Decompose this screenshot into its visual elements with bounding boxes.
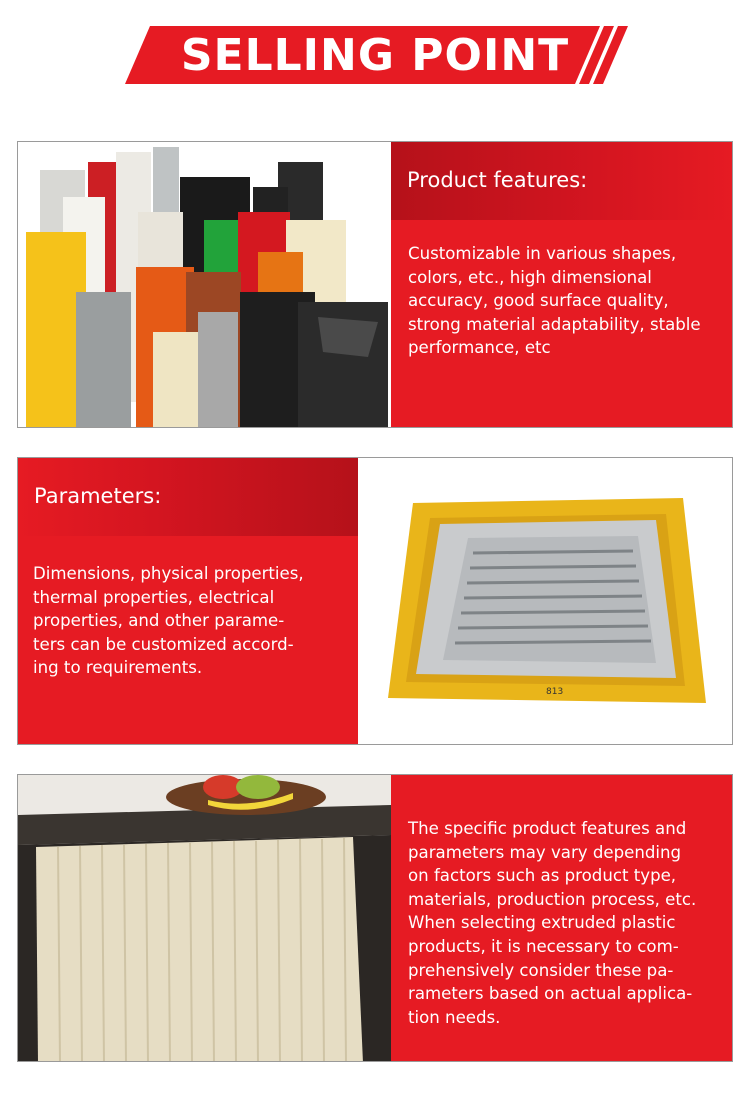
parameters-section [17,457,733,745]
considerations-text-line: tion needs. [408,1007,501,1027]
product-features-section [17,141,733,428]
parameters-text-line: ters can be customized accord- [33,634,294,654]
extrusion-profiles-image [18,142,391,427]
considerations-section [17,774,733,1062]
product-features-panel [391,142,733,427]
page-title: SELLING POINT [180,30,570,81]
considerations-text-line: rameters based on actual applica- [408,984,693,1004]
considerations-text-line: The specific product features and [408,819,687,838]
product-features-header [391,142,733,220]
considerations-text-line: materials, production process, etc. [408,889,697,909]
considerations-text-line: on factors such as product type, [408,866,677,886]
considerations-text-line: products, it is necessary to com- [408,936,679,956]
considerations-panel [391,775,733,1061]
parameters-text-line: Dimensions, physical properties, [33,564,304,583]
header-banner [0,0,750,110]
product-features-title: Product features: [407,168,588,192]
panel-marking: 813 [546,687,564,697]
parameters-text-line: ing to requirements. [33,658,203,678]
parameters-title: Parameters: [34,484,162,508]
parameters-panel [18,458,358,744]
parameters-text-line: thermal properties, electrical [33,587,275,607]
furniture-panel-image [18,775,391,1061]
parameters-header [18,458,358,536]
considerations-text-line: When selecting extruded plastic [408,913,676,933]
considerations-text [408,817,722,1029]
considerations-text-line: parameters may vary depending [408,842,682,862]
considerations-text-line: prehensively consider these pa- [408,960,674,980]
parameters-text [33,562,346,680]
product-features-text: Customizable in various shapes, colors, etc., high dimensional accuracy, good surface quality, strong material adaptability, stable performance, etc [408,244,701,358]
framed-panel-image [358,458,733,744]
parameters-text-line: properties, and other parame- [33,611,285,631]
